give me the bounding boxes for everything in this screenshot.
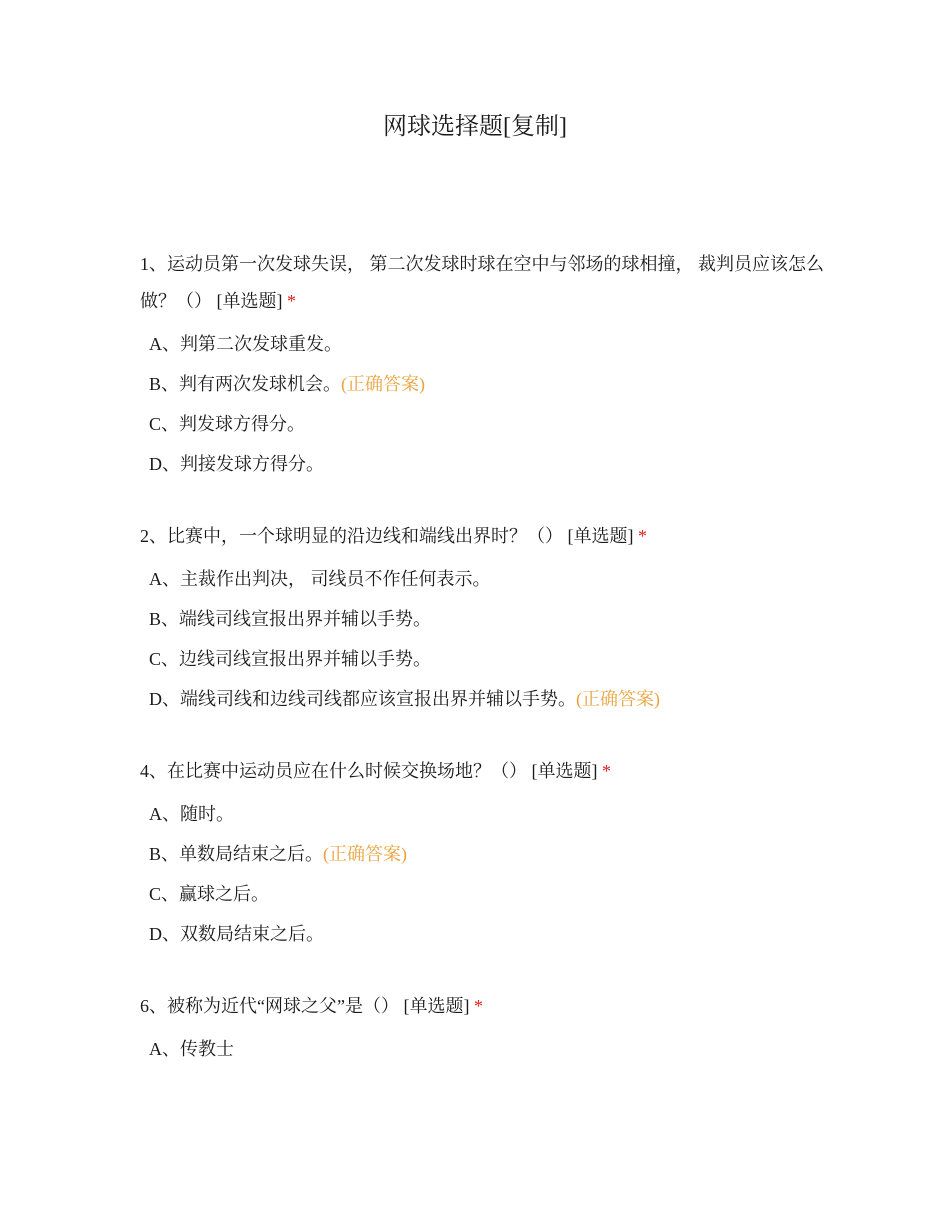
required-mark: * [602,761,611,781]
question-6 [140,988,830,1069]
required-mark: * [638,526,647,546]
question-body: 在比赛中运动员应在什么时候交换场地？（） [167,761,527,781]
correct-answer-badge: (正确答案) [323,844,408,864]
question-type: [单选题] [403,996,470,1016]
option-label: D、双数局结束之后。 [149,924,324,944]
option-d[interactable] [140,444,830,484]
option-label: A、传教士 [149,1039,234,1059]
option-c[interactable] [140,404,830,444]
question-type: [单选题] [567,526,634,546]
question-number: 2、 [140,526,167,546]
question-text [140,988,830,1025]
correct-answer-badge: (正确答案) [576,689,660,709]
option-label: C、赢球之后。 [149,884,270,904]
question-text [140,753,830,790]
option-b[interactable] [140,599,830,639]
question-list [140,246,830,1103]
option-b[interactable] [140,834,830,874]
option-label: C、边线司线宣报出界并辅以手势。 [149,649,432,669]
page-title: 网球选择题[复制] [383,114,567,140]
option-a[interactable] [140,324,830,364]
question-body: 比赛中，一个球明显的沿边线和端线出界时？（） [167,526,563,546]
question-text [140,518,830,555]
option-label: B、单数局结束之后。 [149,844,324,864]
question-number: 6、 [140,996,167,1016]
question-number: 4、 [140,761,167,781]
option-label: D、端线司线和边线司线都应该宣报出界并辅以手势。 [149,689,576,709]
required-mark: * [287,291,296,311]
question-1 [140,246,830,484]
option-label: D、判接发球方得分。 [149,454,324,474]
question-body: 被称为近代“网球之父”是（） [167,996,399,1016]
question-2 [140,518,830,719]
correct-answer-badge: (正确答案) [341,374,426,394]
question-number: 1、 [140,254,167,274]
question-4 [140,753,830,954]
option-label: A、判第二次发球重发。 [149,334,342,354]
option-a[interactable] [140,1029,830,1069]
option-label: C、判发球方得分。 [149,414,306,434]
question-type: [单选题] [216,291,283,311]
question-text [140,246,830,320]
question-body: 运动员第一次发球失误， 第二次发球时球在空中与邻场的球相撞， 裁判员应该怎么做？（） [140,254,824,311]
option-c[interactable] [140,874,830,914]
option-label: A、随时。 [149,804,234,824]
option-a[interactable] [140,559,830,599]
option-a[interactable] [140,794,830,834]
question-type: [单选题] [531,761,598,781]
option-c[interactable] [140,639,830,679]
option-label: B、端线司线宣报出界并辅以手势。 [149,609,432,629]
option-d[interactable] [140,679,830,719]
option-label: B、判有两次发球机会。 [149,374,342,394]
option-d[interactable] [140,914,830,954]
option-b[interactable] [140,364,830,404]
option-label: A、主裁作出判决， 司线员不作任何表示。 [149,569,491,589]
required-mark: * [473,996,483,1016]
